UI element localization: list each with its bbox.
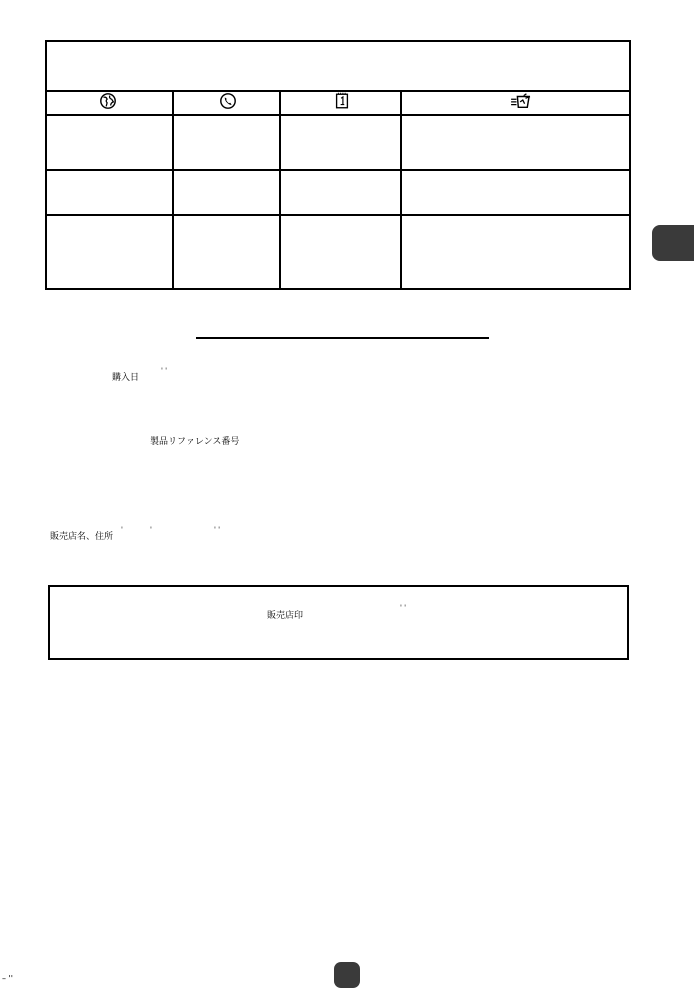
booklet-icon	[333, 92, 351, 110]
retailer-mark: '	[121, 526, 123, 534]
warranty-service-table	[45, 40, 631, 290]
retailer-stamp-box	[48, 585, 629, 660]
column-divider	[279, 90, 281, 288]
globe-icon	[99, 92, 117, 110]
section-divider-line	[196, 337, 489, 339]
warranty-card-icon	[510, 92, 532, 110]
purchase-date-label: 購入日	[112, 373, 140, 383]
column-divider	[172, 90, 174, 288]
side-tab-marker	[652, 225, 694, 261]
row-divider	[47, 214, 629, 216]
purchase-date-mark: ' '	[161, 367, 168, 375]
stamp-mark: ' '	[400, 604, 407, 612]
row-divider	[47, 169, 629, 171]
column-divider	[400, 90, 402, 288]
retailer-stamp-label: 販売店印	[267, 611, 304, 621]
product-reference-label: 製品リファレンス番号	[150, 437, 240, 447]
page-number-badge	[334, 962, 360, 988]
retailer-mark: ' '	[214, 526, 221, 534]
phone-icon	[219, 92, 237, 110]
corner-mark: – ''	[2, 974, 13, 983]
retailer-address-label: 販売店名、住所	[50, 532, 114, 542]
table-title-row	[47, 42, 629, 92]
retailer-mark: '	[150, 526, 152, 534]
